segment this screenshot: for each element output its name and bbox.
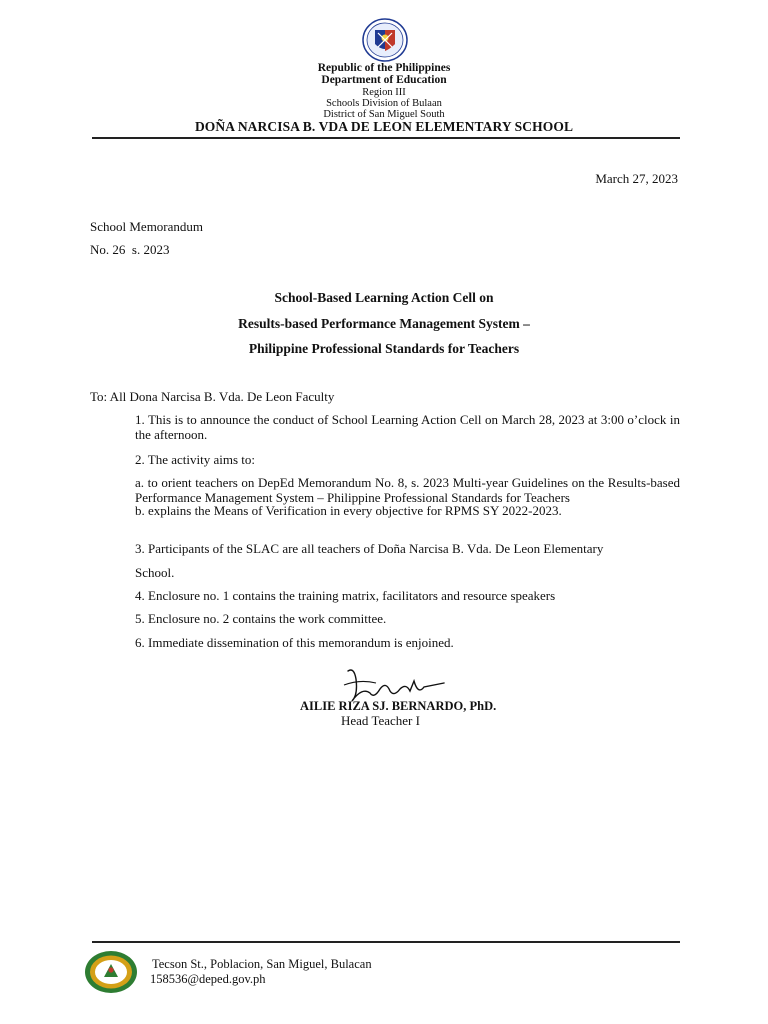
header-divider <box>92 137 680 139</box>
division-line: Schools Division of Bulaan <box>326 98 442 109</box>
signatory-position: Head Teacher I <box>341 713 420 728</box>
paragraph-3-cont: School. <box>135 565 175 580</box>
footer-divider <box>92 941 680 943</box>
footer-address: Tecson St., Poblacion, San Miguel, Bulacan <box>152 957 372 971</box>
memo-date: March 27, 2023 <box>595 171 678 186</box>
school-name: DOÑA NARCISA B. VDA DE LEON ELEMENTARY SCHOOL <box>194 119 574 134</box>
paragraph-1: 1. This is to announce the conduct of School Learning Action Cell on March 28, 2023 at 3:00 o’clock in the afternoon. <box>135 412 680 442</box>
republic-line: Republic of the Philippines <box>317 62 451 74</box>
school-logo-icon <box>84 950 138 994</box>
title-line-1: School-Based Learning Action Cell on <box>274 290 494 305</box>
memo-type: School Memorandum <box>90 219 204 234</box>
region-line: Region III <box>362 87 406 98</box>
paragraph-2: 2. The activity aims to: <box>135 452 255 467</box>
paragraph-6: 6. Immediate dissemination of this memorandum is enjoined. <box>135 635 454 650</box>
paragraph-4: 4. Enclosure no. 1 contains the training matrix, facilitators and resource speakers <box>135 588 556 603</box>
title-line-3: Philippine Professional Standards for Teachers <box>248 341 520 356</box>
footer-email: 158536@deped.gov.ph <box>150 972 266 986</box>
deped-seal-icon <box>362 18 408 62</box>
signatory-name: AILIE RIZA SJ. BERNARDO, PhD. <box>300 699 497 713</box>
paragraph-5: 5. Enclosure no. 2 contains the work committee. <box>135 611 387 626</box>
memo-recipient: To: All Dona Narcisa B. Vda. De Leon Faculty <box>90 389 335 404</box>
department-line: Department of Education <box>321 74 447 86</box>
paragraph-3: 3. Participants of the SLAC are all teachers of Doña Narcisa B. Vda. De Leon Elementary <box>135 541 604 556</box>
district-line: District of San Miguel South <box>323 109 445 120</box>
paragraph-2a: a. to orient teachers on DepEd Memorandum No. 8, s. 2023 Multi-year Guidelines on the Results-based Performance Management System – Philippine Professional Standards for Teachers <box>135 475 680 505</box>
title-line-2: Results-based Performance Management System – <box>238 316 530 331</box>
paragraph-2b: b. explains the Means of Verification in every objective for RPMS SY 2022-2023. <box>135 503 562 518</box>
memo-number: No. 26 s. 2023 <box>90 242 170 257</box>
